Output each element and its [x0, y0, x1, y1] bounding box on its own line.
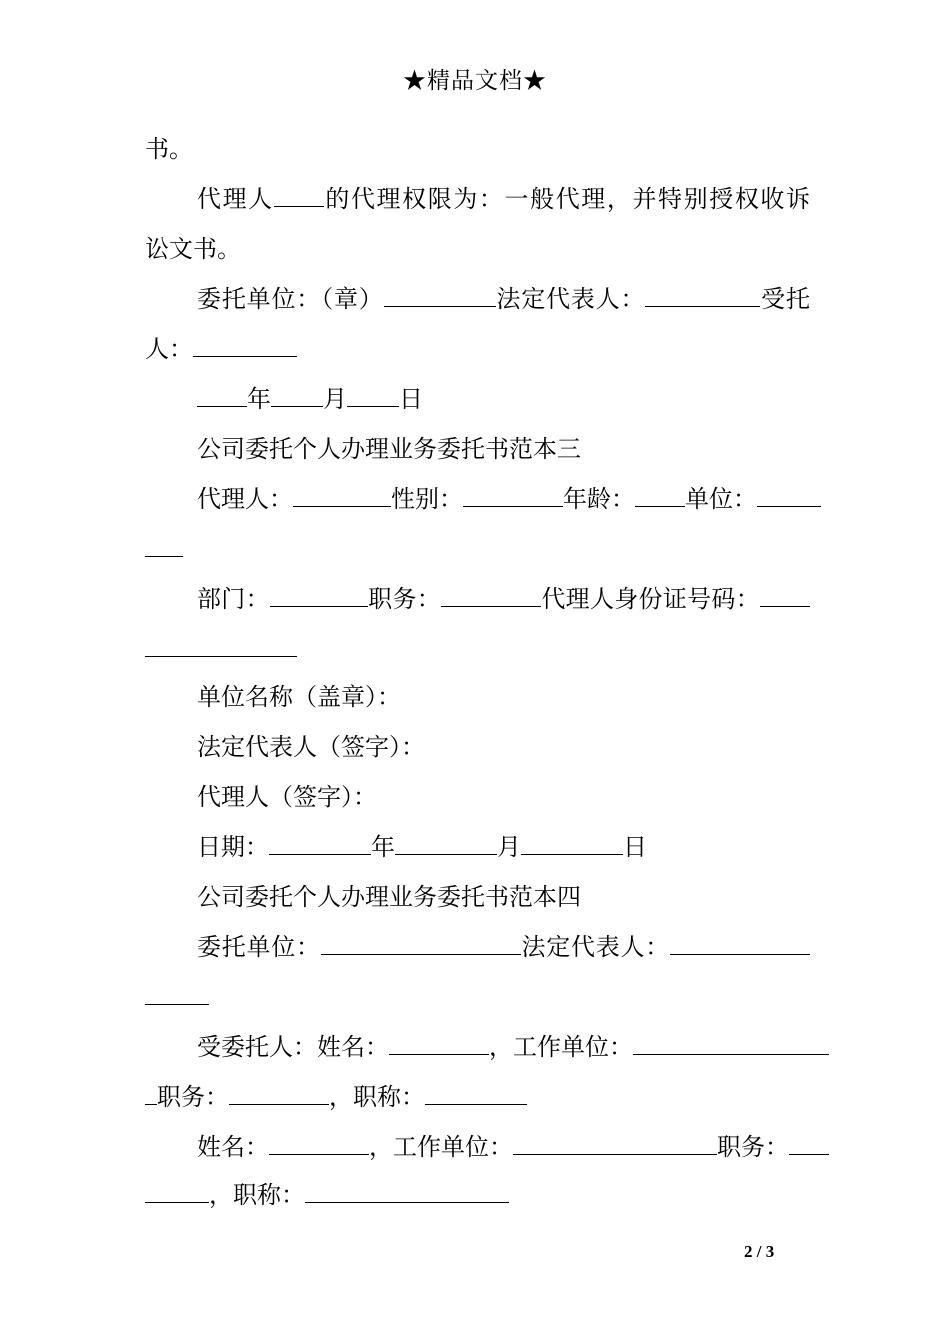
- section-title-4: [197, 877, 810, 917]
- text-line-19: [197, 1027, 810, 1067]
- text-segment: 讼文书。: [145, 235, 241, 263]
- blank-line: [293, 486, 391, 507]
- text-segment: 姓名：: [197, 1133, 269, 1161]
- text-segment: 的代理权限为：一般代理，并特别授权收诉: [323, 185, 811, 213]
- text-segment: 受托: [760, 285, 811, 313]
- section-title-3: [197, 429, 810, 469]
- text-segment: 年龄：: [563, 485, 635, 513]
- text-line-15: [197, 827, 810, 867]
- blank-line: [145, 636, 297, 657]
- text-segment: 日期：: [197, 833, 269, 861]
- text-segment: 委托单位：: [197, 933, 321, 961]
- text-segment: 单位：: [685, 485, 757, 513]
- blank-line: [670, 934, 810, 955]
- text-line-1: [145, 129, 810, 169]
- text-line-4: [197, 279, 810, 319]
- blank-line: [441, 586, 541, 607]
- text-segment: 代理人：: [197, 485, 293, 513]
- text-segment: 代理人（签字）：: [197, 783, 377, 811]
- text-segment: 月: [323, 385, 347, 413]
- text-segment: 公司委托个人办理业务委托书范本三: [197, 435, 581, 463]
- text-segment: 法定代表人（签字）：: [197, 733, 425, 761]
- text-segment: 日: [623, 833, 647, 861]
- text-segment: 年: [371, 833, 395, 861]
- blank-line: [269, 834, 371, 855]
- text-line-17: [197, 927, 810, 967]
- blank-line: [197, 386, 247, 407]
- text-line-5: [145, 329, 810, 369]
- blank-line: [270, 586, 368, 607]
- text-line-6: [197, 379, 810, 419]
- text-segment: 法定代表人：: [495, 285, 646, 313]
- blank-line: [321, 934, 521, 955]
- page-number: 2 / 3: [744, 1242, 775, 1261]
- blank-line: [789, 1134, 829, 1155]
- text-line-2: [197, 179, 810, 219]
- text-line-13: [197, 727, 810, 767]
- text-line-12: [197, 677, 810, 717]
- text-line-18: [145, 977, 810, 1017]
- blank-line: [521, 834, 623, 855]
- blank-line: [145, 1084, 157, 1105]
- text-segment: 单位名称（盖章）：: [197, 683, 401, 711]
- blank-line: [389, 1034, 489, 1055]
- blank-line: [145, 1182, 209, 1203]
- text-segment: 年: [247, 385, 271, 413]
- text-segment: 代理人: [197, 185, 274, 213]
- text-segment: 职务：: [367, 585, 442, 613]
- text-segment: 人：: [145, 335, 193, 363]
- text-line-11: [145, 629, 810, 669]
- text-segment: ，工作单位：: [489, 1033, 633, 1061]
- blank-line: [635, 486, 685, 507]
- blank-line: [229, 1084, 329, 1105]
- text-line-22: [145, 1175, 810, 1215]
- text-line-8: [197, 479, 810, 519]
- text-segment: 受委托人：姓名：: [197, 1033, 389, 1061]
- blank-line: [145, 536, 183, 557]
- text-segment: 公司委托个人办理业务委托书范本四: [197, 883, 581, 911]
- blank-line: [633, 1034, 829, 1055]
- text-segment: ，职称：: [209, 1181, 305, 1209]
- text-segment: 职务：: [717, 1133, 789, 1161]
- text-segment: 日: [399, 385, 423, 413]
- blank-line: [347, 386, 399, 407]
- blank-line: [645, 286, 760, 307]
- text-segment: 职务：: [157, 1083, 229, 1111]
- text-line-14: [197, 777, 810, 817]
- text-segment: 月: [497, 833, 521, 861]
- text-segment: 部门：: [197, 585, 270, 613]
- blank-line: [274, 186, 324, 207]
- blank-line: [513, 1134, 717, 1155]
- text-line-20: [145, 1077, 810, 1117]
- text-line-9: [145, 529, 810, 569]
- text-line-21: [197, 1127, 810, 1167]
- text-segment: 书。: [145, 135, 193, 163]
- blank-line: [269, 1134, 369, 1155]
- text-segment: 法定代表人：: [520, 933, 670, 961]
- text-line-3: [145, 229, 810, 269]
- blank-line: [193, 336, 297, 357]
- blank-line: [384, 286, 496, 307]
- blank-line: [271, 386, 323, 407]
- blank-line: [760, 586, 810, 607]
- blank-line: [395, 834, 497, 855]
- text-segment: 性别：: [391, 485, 463, 513]
- blank-line: [305, 1182, 509, 1203]
- text-segment: 委托单位：（章）: [197, 285, 384, 313]
- text-segment: ，职称：: [329, 1083, 425, 1111]
- blank-line: [463, 486, 563, 507]
- text-segment: ，工作单位：: [369, 1133, 513, 1161]
- blank-line: [425, 1084, 527, 1105]
- blank-line: [145, 984, 209, 1005]
- text-line-10: [197, 579, 810, 619]
- blank-line: [757, 486, 821, 507]
- text-segment: 代理人身份证号码：: [541, 585, 761, 613]
- page-header: ★精品文档★: [403, 68, 547, 94]
